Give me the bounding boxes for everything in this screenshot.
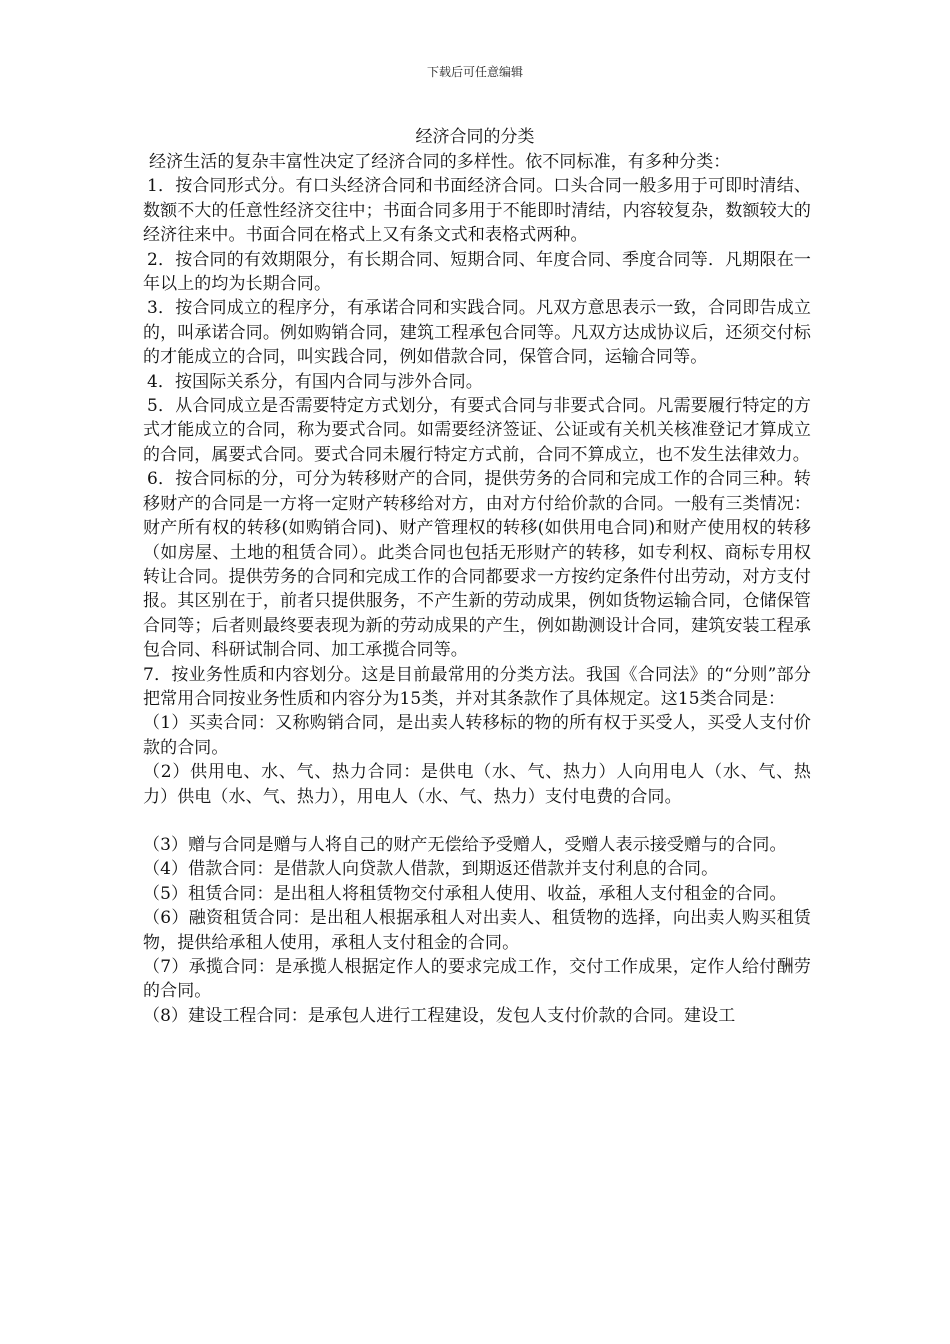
intro-paragraph: 经济生活的复杂丰富性决定了经济合同的多样性。依不同标准，有多种分类： — [149, 152, 731, 172]
document-body — [143, 150, 811, 1028]
contract-type-6: （6）融资租赁合同：是出租人根据承租人对出卖人、租赁物的选择，向出卖人购买租赁物，提供给承租人使用，承租人支付租金的合同。 — [143, 908, 811, 953]
contract-type-7: （7）承揽合同：是承揽人根据定作人的要求完成工作，交付工作成果，定作人给付酬劳的合同。 — [143, 957, 811, 1002]
paragraph-item-6: 6．按合同标的分，可分为转移财产的合同，提供劳务的合同和完成工作的合同三种。转移财产的合同是一方将一定财产转移给对方，由对方付给价款的合同。一般有三类情况：财产所有权的转移(如购销合同)、财产管理权的转移(如供用电合同)和财产使用权的转移（如房屋、土地的租赁合同）。此类合同也包括无形财产的转移，如专利权、商标专用权转让合同。提供劳务的合同和完成工作的合同都要求一方按约定条件付出劳动，对方支付报。其区别在于，前者只提供服务，不产生新的劳动成果，例如货物运输合同，仓储保管合同等；后者则最终要表现为新的劳动成果的产生，例如勘测设计合同，建筑安装工程承包合同、科研试制合同、加工承揽合同等。 — [143, 469, 811, 661]
paragraph-item-4: 4．按国际关系分，有国内合同与涉外合同。 — [147, 371, 483, 392]
contract-type-1: （1）买卖合同：又称购销合同，是出卖人转移标的物的所有权于买受人，买受人支付价款的合同。 — [143, 713, 811, 758]
contract-type-5: （5）租赁合同：是出租人将租赁物交付承租人使用、收益，承租人支付租金的合同。 — [143, 883, 787, 904]
paragraph-item-7: 7．按业务性质和内容划分。这是目前最常用的分类方法。我国《合同法》的“分则”部分把常用合同按业务性质和内容分为15类，并对其条款作了具体规定。这15类合同是： — [143, 664, 811, 709]
contract-type-2: （2）供用电、水、气、热力合同：是供电（水、气、热力）人向用电人（水、气、热力）供电（水、气、热力），用电人（水、气、热力）支付电费的合同。 — [143, 762, 811, 807]
contract-type-8: （8）建设工程合同：是承包人进行工程建设，发包人支付价款的合同。建设工 — [143, 1005, 736, 1026]
document-title: 经济合同的分类 — [415, 127, 535, 147]
paragraph-item-2: 2．按合同的有效期限分，有长期合同、短期合同、年度合同、季度合同等．凡期限在一年以上的均为长期合同。 — [143, 249, 811, 295]
paragraph-item-1: 1．按合同形式分。有口头经济合同和书面经济合同。口头合同一般多用于可即时清结、数额不大的任意性经济交往中；书面合同多用于不能即时清结，内容较复杂，数额较大的经济往来中。书面合同在格式上又有条文式和表格式两种。 — [143, 176, 811, 246]
header-note: 下载后可任意编辑 — [426, 65, 523, 79]
paragraph-item-5: 5．从合同成立是否需要特定方式划分，有要式合同与非要式合同。凡需要履行特定的方式才能成立的合同，称为要式合同。如需要经济签证、公证或有关机关核准登记才算成立的合同，属要式合同。要式合同未履行特定方式前，合同不算成立，也不发生法律效力。 — [143, 396, 811, 465]
blank-line — [143, 809, 811, 833]
contract-type-4: （4）借款合同：是借款人向贷款人借款，到期返还借款并支付利息的合同。 — [143, 859, 719, 880]
contract-type-3: （3）赠与合同是赠与人将自己的财产无偿给予受赠人，受赠人表示接受赠与的合同。 — [143, 834, 787, 855]
paragraph-item-3: 3．按合同成立的程序分，有承诺合同和实践合同。凡双方意思表示一致，合同即告成立的，叫承诺合同。例如购销合同，建筑工程承包合同等。凡双方达成协议后，还须交付标的才能成立的合同，叫实践合同，例如借款合同，保管合同，运输合同等。 — [143, 298, 811, 368]
